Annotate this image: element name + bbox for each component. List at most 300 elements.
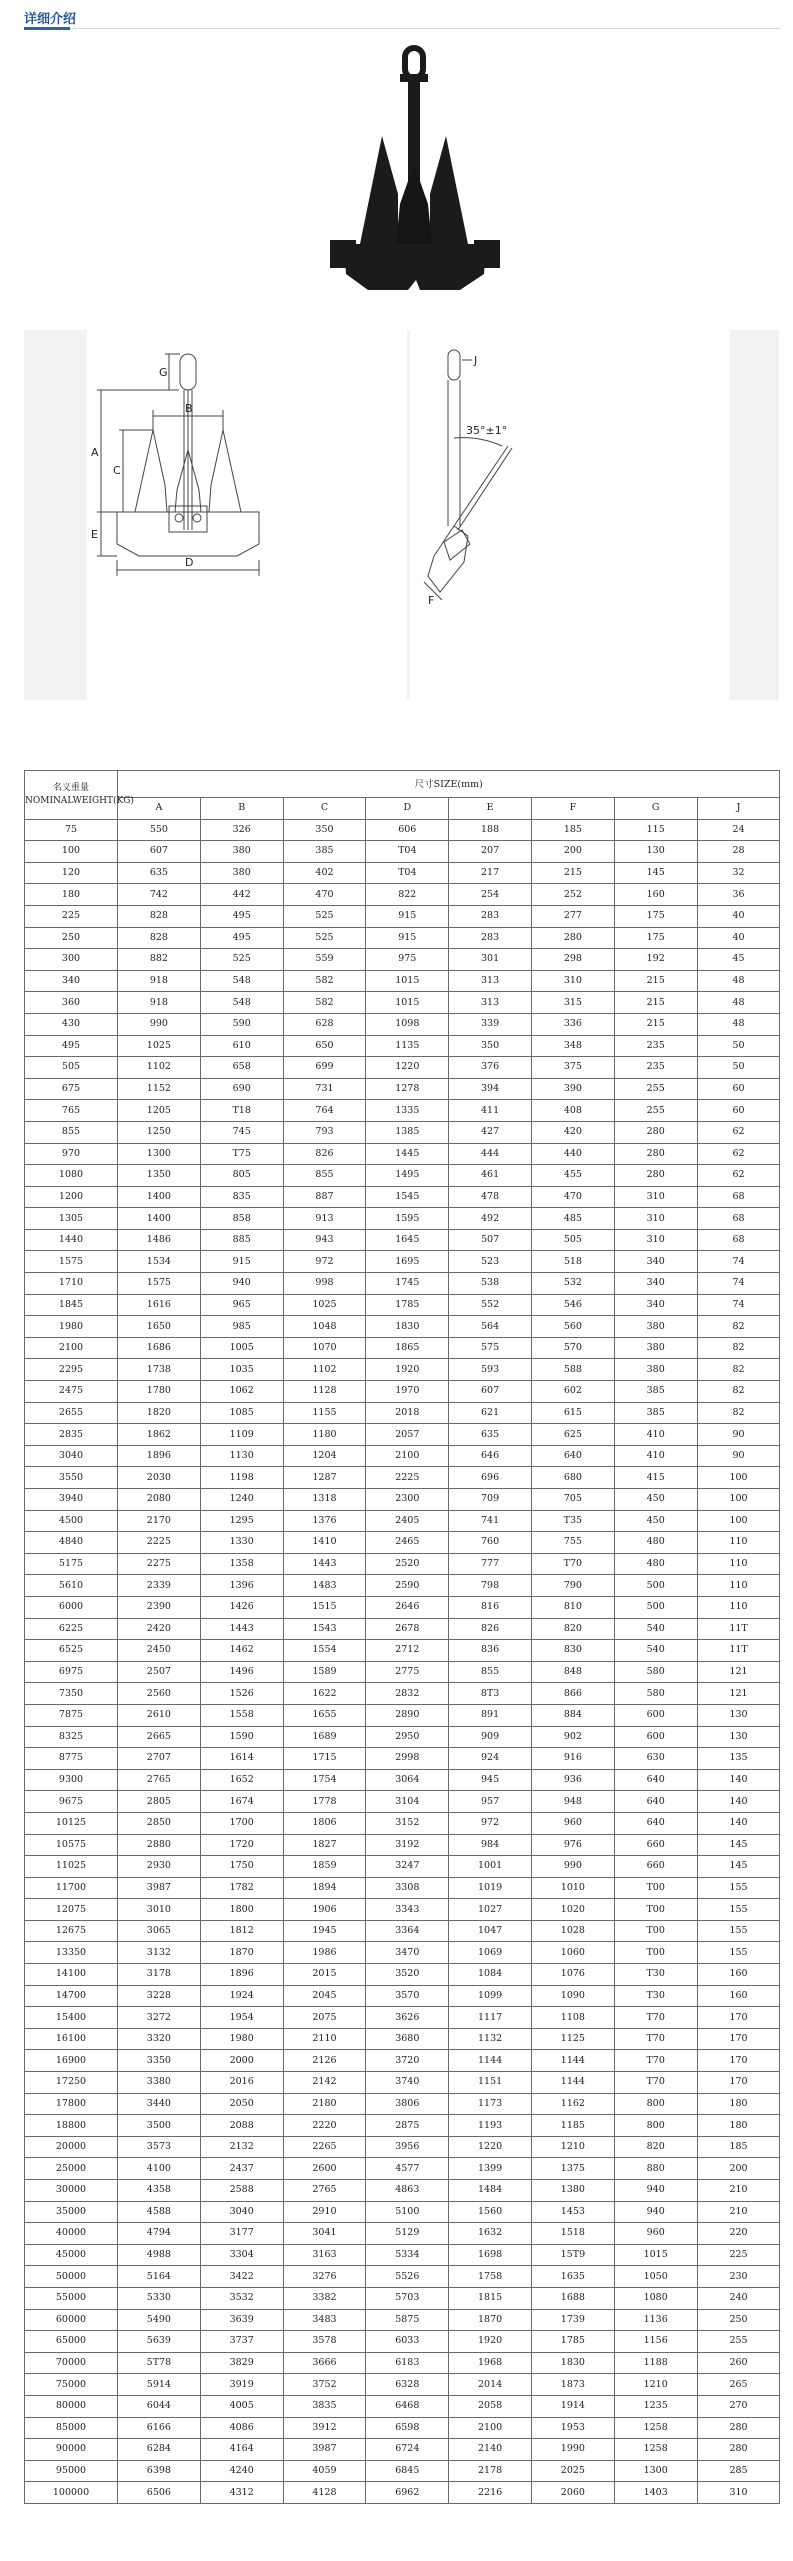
size-cell: 68 <box>697 1229 780 1251</box>
table-row <box>25 1013 780 1035</box>
size-cell: 658 <box>200 1057 283 1079</box>
size-cell: 82 <box>697 1316 780 1338</box>
size-cell: 1085 <box>200 1402 283 1424</box>
weight-cell: 855 <box>25 1121 118 1143</box>
size-cell: 525 <box>200 949 283 971</box>
size-cell: 940 <box>614 2180 697 2202</box>
table-row <box>25 1057 780 1079</box>
size-cell: 444 <box>449 1143 532 1165</box>
size-cell: 385 <box>614 1381 697 1403</box>
size-cell: 2765 <box>118 1769 201 1791</box>
size-cell: 1385 <box>366 1121 449 1143</box>
weight-cell: 430 <box>25 1013 118 1035</box>
size-cell: 485 <box>531 1208 614 1230</box>
table-row <box>25 1596 780 1618</box>
size-cell: 640 <box>531 1445 614 1467</box>
size-cell: 350 <box>449 1035 532 1057</box>
table-row <box>25 1834 780 1856</box>
size-cell: 1575 <box>118 1273 201 1295</box>
size-cell: 410 <box>614 1424 697 1446</box>
table-row <box>25 1078 780 1100</box>
size-cell: 310 <box>697 2482 780 2504</box>
size-cell: 11T <box>697 1640 780 1662</box>
size-cell: 690 <box>200 1078 283 1100</box>
size-cell: 828 <box>118 927 201 949</box>
size-cell: 1739 <box>531 2309 614 2331</box>
table-row <box>25 2007 780 2029</box>
size-cell: 1047 <box>449 1920 532 1942</box>
table-row <box>25 1186 780 1208</box>
size-cell: 6962 <box>366 2482 449 2504</box>
weight-cell: 3040 <box>25 1445 118 1467</box>
size-cell: 6284 <box>118 2439 201 2461</box>
size-cell: 3040 <box>200 2201 283 2223</box>
size-cell: 552 <box>449 1294 532 1316</box>
weight-cell: 2835 <box>25 1424 118 1446</box>
size-cell: 1125 <box>531 2028 614 2050</box>
table-row <box>25 1985 780 2007</box>
size-cell: 2707 <box>118 1748 201 1770</box>
size-cell: 62 <box>697 1165 780 1187</box>
size-cell: 2126 <box>283 2050 366 2072</box>
size-cell: 235 <box>614 1057 697 1079</box>
weight-cell: 2100 <box>25 1337 118 1359</box>
size-cell: 640 <box>614 1769 697 1791</box>
size-cell: 390 <box>531 1078 614 1100</box>
size-cell: 1894 <box>283 1877 366 1899</box>
size-cell: 24 <box>697 819 780 841</box>
label-a: A <box>91 446 99 459</box>
size-cell: 1235 <box>614 2395 697 2417</box>
size-cell: 2437 <box>200 2158 283 2180</box>
size-cell: 90 <box>697 1424 780 1446</box>
size-cell: 478 <box>449 1186 532 1208</box>
weight-cell: 6975 <box>25 1661 118 1683</box>
size-cell: 4164 <box>200 2439 283 2461</box>
size-cell: 207 <box>449 841 532 863</box>
size-cell: 82 <box>697 1359 780 1381</box>
size-cell: 2016 <box>200 2072 283 2094</box>
size-cell: 3192 <box>366 1834 449 1856</box>
size-cell: 570 <box>531 1337 614 1359</box>
size-cell: 1070 <box>283 1337 366 1359</box>
table-row <box>25 1618 780 1640</box>
weight-cell: 13350 <box>25 1942 118 1964</box>
table-row <box>25 2244 780 2266</box>
weight-cell: 1845 <box>25 1294 118 1316</box>
size-cell: 1210 <box>531 2136 614 2158</box>
size-cell: 2088 <box>200 2115 283 2137</box>
size-cell: 6398 <box>118 2460 201 2482</box>
size-cell: 913 <box>283 1208 366 1230</box>
weight-cell: 2655 <box>25 1402 118 1424</box>
size-cell: 210 <box>697 2180 780 2202</box>
weight-cell: 75 <box>25 819 118 841</box>
size-cell: 593 <box>449 1359 532 1381</box>
size-cell: 1205 <box>118 1100 201 1122</box>
size-cell: 1484 <box>449 2180 532 2202</box>
table-row <box>25 905 780 927</box>
size-cell: 940 <box>614 2201 697 2223</box>
table-row <box>25 2482 780 2504</box>
weight-cell: 15400 <box>25 2007 118 2029</box>
size-cell: 74 <box>697 1273 780 1295</box>
weight-cell: 20000 <box>25 2136 118 2158</box>
size-cell: 427 <box>449 1121 532 1143</box>
size-cell: 2018 <box>366 1402 449 1424</box>
size-cell: 660 <box>614 1834 697 1856</box>
size-cell: 40 <box>697 905 780 927</box>
anchor-photo <box>300 44 530 334</box>
column-header-c: C <box>283 798 366 820</box>
size-cell: 1800 <box>200 1899 283 1921</box>
size-cell: 628 <box>283 1013 366 1035</box>
table-row <box>25 1467 780 1489</box>
size-cell: T75 <box>200 1143 283 1165</box>
size-cell: 155 <box>697 1920 780 1942</box>
weight-cell: 2475 <box>25 1381 118 1403</box>
size-cell: 5334 <box>366 2244 449 2266</box>
size-cell: 1545 <box>366 1186 449 1208</box>
size-cell: 5490 <box>118 2309 201 2331</box>
size-cell: 376 <box>449 1057 532 1079</box>
size-cell: 170 <box>697 2072 780 2094</box>
size-cell: 2665 <box>118 1726 201 1748</box>
size-cell: 790 <box>531 1575 614 1597</box>
size-cell: 5T78 <box>118 2352 201 2374</box>
size-cell: 546 <box>531 1294 614 1316</box>
size-cell: 60 <box>697 1078 780 1100</box>
size-cell: 1945 <box>283 1920 366 1942</box>
size-cell: 110 <box>697 1532 780 1554</box>
table-row <box>25 970 780 992</box>
table-row <box>25 2460 780 2482</box>
size-cell: 1258 <box>614 2417 697 2439</box>
size-cell: 1098 <box>366 1013 449 1035</box>
table-row <box>25 1791 780 1813</box>
size-cell: 3228 <box>118 1985 201 2007</box>
size-cell: 3470 <box>366 1942 449 1964</box>
table-row <box>25 2136 780 2158</box>
size-cell: 2646 <box>366 1596 449 1618</box>
weight-cell: 30000 <box>25 2180 118 2202</box>
size-cell: 5100 <box>366 2201 449 2223</box>
table-row <box>25 1424 780 1446</box>
size-cell: 240 <box>697 2287 780 2309</box>
size-cell: 4312 <box>200 2482 283 2504</box>
size-cell: 3364 <box>366 1920 449 1942</box>
size-cell: 2600 <box>283 2158 366 2180</box>
size-cell: 170 <box>697 2007 780 2029</box>
size-cell: 48 <box>697 1013 780 1035</box>
weight-cell: 1980 <box>25 1316 118 1338</box>
size-cell: 1335 <box>366 1100 449 1122</box>
section-header <box>0 0 793 34</box>
size-cell: 215 <box>614 1013 697 1035</box>
table-row <box>25 1489 780 1511</box>
size-cell: 28 <box>697 841 780 863</box>
weight-cell: 40000 <box>25 2223 118 2245</box>
size-cell: 1862 <box>118 1424 201 1446</box>
table-row <box>25 884 780 906</box>
size-cell: 630 <box>614 1748 697 1770</box>
size-cell: 1108 <box>531 2007 614 2029</box>
size-cell: 2045 <box>283 1985 366 2007</box>
table-row <box>25 992 780 1014</box>
size-cell: 1019 <box>449 1877 532 1899</box>
size-cell: 1117 <box>449 2007 532 2029</box>
size-cell: 62 <box>697 1143 780 1165</box>
size-cell: 2450 <box>118 1640 201 1662</box>
size-cell: 385 <box>283 841 366 863</box>
weight-cell: 11025 <box>25 1856 118 1878</box>
size-cell: 36 <box>697 884 780 906</box>
size-cell: 380 <box>614 1316 697 1338</box>
nominal-weight-header-cn: 名义重量 <box>52 782 89 793</box>
size-cell: 1010 <box>531 1877 614 1899</box>
size-cell: 1632 <box>449 2223 532 2245</box>
size-cell: 1185 <box>531 2115 614 2137</box>
size-cell: 100 <box>697 1510 780 1532</box>
size-cell: 960 <box>531 1812 614 1834</box>
size-cell: 1595 <box>366 1208 449 1230</box>
size-cell: 60 <box>697 1100 780 1122</box>
size-cell: 532 <box>531 1273 614 1295</box>
size-cell: 866 <box>531 1683 614 1705</box>
size-cell: 1827 <box>283 1834 366 1856</box>
size-cell: 660 <box>614 1856 697 1878</box>
size-cell: 255 <box>614 1078 697 1100</box>
size-cell: 1443 <box>200 1618 283 1640</box>
table-row <box>25 2180 780 2202</box>
size-cell: 960 <box>614 2223 697 2245</box>
size-cell: 1758 <box>449 2266 532 2288</box>
size-cell: 1069 <box>449 1942 532 1964</box>
size-cell: 777 <box>449 1553 532 1575</box>
size-cell: 280 <box>531 927 614 949</box>
size-cell: 6506 <box>118 2482 201 2504</box>
size-cell: 830 <box>531 1640 614 1662</box>
size-cell: 1590 <box>200 1726 283 1748</box>
size-cell: 420 <box>531 1121 614 1143</box>
table-row <box>25 1337 780 1359</box>
size-cell: 160 <box>614 884 697 906</box>
size-cell: 1954 <box>200 2007 283 2029</box>
size-cell: 1698 <box>449 2244 532 2266</box>
size-cell: 1453 <box>531 2201 614 2223</box>
size-cell: 915 <box>366 905 449 927</box>
size-cell: 3350 <box>118 2050 201 2072</box>
size-cell: 255 <box>614 1100 697 1122</box>
size-cell: 1812 <box>200 1920 283 1942</box>
table-row <box>25 1381 780 1403</box>
weight-cell: 14700 <box>25 1985 118 2007</box>
label-c: C <box>113 464 121 477</box>
size-cell: 2890 <box>366 1704 449 1726</box>
size-cell: 1188 <box>614 2352 697 2374</box>
size-cell: 918 <box>118 970 201 992</box>
size-cell: 3064 <box>366 1769 449 1791</box>
weight-cell: 35000 <box>25 2201 118 2223</box>
size-cell: 50 <box>697 1035 780 1057</box>
size-cell: 455 <box>531 1165 614 1187</box>
size-cell: 2180 <box>283 2093 366 2115</box>
column-header-f: F <box>531 798 614 820</box>
size-cell: 3740 <box>366 2072 449 2094</box>
size-cell: 2225 <box>118 1532 201 1554</box>
size-cell: 4240 <box>200 2460 283 2482</box>
weight-cell: 675 <box>25 1078 118 1100</box>
size-cell: 1020 <box>531 1899 614 1921</box>
size-cell: 580 <box>614 1661 697 1683</box>
size-cell: 1914 <box>531 2395 614 2417</box>
size-cell: 1144 <box>449 2050 532 2072</box>
size-cell: 100 <box>697 1467 780 1489</box>
size-cell: 640 <box>614 1812 697 1834</box>
size-cell: 2110 <box>283 2028 366 2050</box>
size-cell: 699 <box>283 1057 366 1079</box>
size-cell: 1830 <box>531 2352 614 2374</box>
size-cell: 192 <box>614 949 697 971</box>
size-cell: 559 <box>283 949 366 971</box>
size-cell: 5875 <box>366 2309 449 2331</box>
size-cell: 1025 <box>283 1294 366 1316</box>
size-cell: 1830 <box>366 1316 449 1338</box>
size-cell: 442 <box>200 884 283 906</box>
size-cell: 3304 <box>200 2244 283 2266</box>
size-cell: 582 <box>283 970 366 992</box>
size-cell: 500 <box>614 1596 697 1618</box>
size-cell: 188 <box>449 819 532 841</box>
size-cell: 588 <box>531 1359 614 1381</box>
table-row <box>25 2201 780 2223</box>
size-cell: 548 <box>200 992 283 1014</box>
weight-cell: 120 <box>25 862 118 884</box>
size-cell: 564 <box>449 1316 532 1338</box>
size-cell: 990 <box>531 1856 614 1878</box>
size-cell: 3422 <box>200 2266 283 2288</box>
size-cell: 310 <box>614 1229 697 1251</box>
size-cell: 2050 <box>200 2093 283 2115</box>
size-cell: 2058 <box>449 2395 532 2417</box>
size-cell: 135 <box>697 1748 780 1770</box>
size-cell: 3041 <box>283 2223 366 2245</box>
size-cell: 1287 <box>283 1467 366 1489</box>
size-cell: 540 <box>614 1640 697 1662</box>
size-cell: 1090 <box>531 1985 614 2007</box>
size-cell: 965 <box>200 1294 283 1316</box>
size-cell: 606 <box>366 819 449 841</box>
size-cell: T18 <box>200 1100 283 1122</box>
size-cell: 2805 <box>118 1791 201 1813</box>
size-cell: 280 <box>614 1165 697 1187</box>
size-cell: 2100 <box>449 2417 532 2439</box>
size-cell: 1162 <box>531 2093 614 2115</box>
size-cell: 415 <box>614 1467 697 1489</box>
table-row <box>25 841 780 863</box>
size-cell: 74 <box>697 1251 780 1273</box>
size-cell: 975 <box>366 949 449 971</box>
size-cell: 5639 <box>118 2331 201 2353</box>
size-cell: 1778 <box>283 1791 366 1813</box>
table-row <box>25 1856 780 1878</box>
size-cell: 315 <box>531 992 614 1014</box>
table-row <box>25 949 780 971</box>
table-row <box>25 1251 780 1273</box>
side-view-panel <box>410 330 730 700</box>
size-cell: 283 <box>449 927 532 949</box>
size-cell: 2178 <box>449 2460 532 2482</box>
size-cell: 1920 <box>449 2331 532 2353</box>
size-cell: 600 <box>614 1704 697 1726</box>
column-header-j: J <box>697 798 780 820</box>
table-row <box>25 2352 780 2374</box>
size-cell: 100 <box>697 1489 780 1511</box>
size-cell: 2170 <box>118 1510 201 1532</box>
size-cell: 4128 <box>283 2482 366 2504</box>
size-cell: 2030 <box>118 1467 201 1489</box>
size-cell: T30 <box>614 1985 697 2007</box>
table-row <box>25 1553 780 1575</box>
size-cell: 255 <box>697 2331 780 2353</box>
size-cell: T70 <box>614 2050 697 2072</box>
size-cell: 1754 <box>283 1769 366 1791</box>
size-cell: 3152 <box>366 1812 449 1834</box>
size-cell: 3500 <box>118 2115 201 2137</box>
size-cell: 2025 <box>531 2460 614 2482</box>
table-row <box>25 1100 780 1122</box>
weight-cell: 60000 <box>25 2309 118 2331</box>
size-cell: 2712 <box>366 1640 449 1662</box>
table-row <box>25 1121 780 1143</box>
weight-cell: 7350 <box>25 1683 118 1705</box>
size-cell: 615 <box>531 1402 614 1424</box>
size-cell: 909 <box>449 1726 532 1748</box>
size-cell: 1318 <box>283 1489 366 1511</box>
table-row <box>25 2417 780 2439</box>
size-cell: 2275 <box>118 1553 201 1575</box>
size-cell: 805 <box>200 1165 283 1187</box>
size-cell: 1156 <box>614 2331 697 2353</box>
size-cell: 836 <box>449 1640 532 1662</box>
size-cell: 140 <box>697 1769 780 1791</box>
size-cell: 793 <box>283 1121 366 1143</box>
size-cell: 525 <box>283 927 366 949</box>
size-cell: 45 <box>697 949 780 971</box>
size-cell: 1750 <box>200 1856 283 1878</box>
label-g: G <box>159 366 168 379</box>
size-cell: 280 <box>697 2417 780 2439</box>
size-cell: 607 <box>118 841 201 863</box>
size-cell: 742 <box>118 884 201 906</box>
size-cell: 3178 <box>118 1964 201 1986</box>
size-cell: 741 <box>449 1510 532 1532</box>
size-cell: 450 <box>614 1510 697 1532</box>
size-cell: 180 <box>697 2115 780 2137</box>
size-cell: 943 <box>283 1229 366 1251</box>
size-cell: 2950 <box>366 1726 449 1748</box>
size-cell: 1483 <box>283 1575 366 1597</box>
size-cell: 1399 <box>449 2158 532 2180</box>
size-cell: 1495 <box>366 1165 449 1187</box>
size-cell: 575 <box>449 1337 532 1359</box>
size-cell: 283 <box>449 905 532 927</box>
size-cell: 760 <box>449 1532 532 1554</box>
size-cell: 1015 <box>614 2244 697 2266</box>
size-cell: 121 <box>697 1683 780 1705</box>
size-cell: T70 <box>614 2028 697 2050</box>
size-cell: 2765 <box>283 2180 366 2202</box>
